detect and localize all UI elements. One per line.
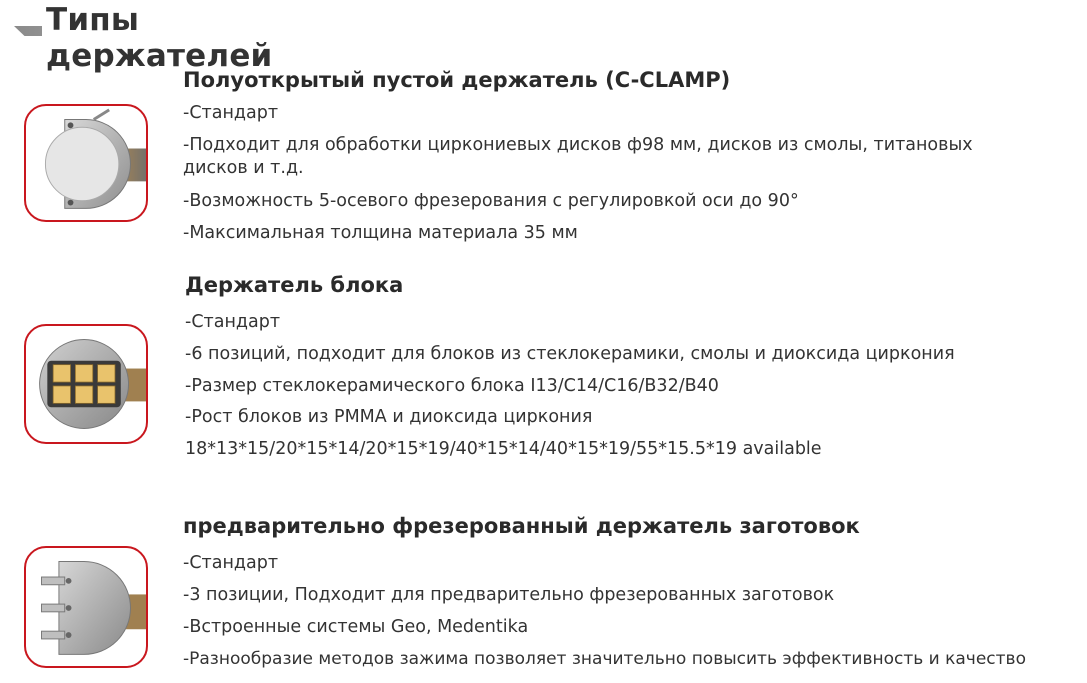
section-2-line-4: -Рост блоков из PMMA и диоксида циркония: [185, 407, 593, 427]
c-clamp-holder-image: [24, 104, 148, 222]
section-2-line-5: 18*13*15/20*15*14/20*15*19/40*15*14/40*15*19/55*15.5*19 available: [185, 439, 822, 459]
page-header: [0, 0, 370, 74]
section-1-line-3: дисков и т.д.: [183, 158, 304, 178]
premilled-blank-holder-image: [24, 546, 148, 668]
section-title-c-clamp: Полуоткрытый пустой держатель (C-CLAMP): [183, 68, 731, 92]
section-title-premilled-holder: предварительно фрезерованный держатель заготовок: [183, 514, 860, 538]
section-1-line-4: -Возможность 5-осевого фрезерования с регулировкой оси до 90°: [183, 191, 799, 211]
section-2-line-3: -Размер стеклокерамического блока I13/C14/C16/B32/B40: [185, 376, 719, 396]
section-2-line-2: -6 позиций, подходит для блоков из стеклокерамики, смолы и диоксида циркония: [185, 344, 955, 364]
section-3-line-3: -Встроенные системы Geo, Medentika: [183, 617, 529, 637]
page-title: Типы держателей: [42, 2, 370, 74]
section-3-line-4: -Разнообразие методов зажима позволяет значительно повысить эффективность и качество: [183, 649, 1026, 669]
block-holder-image: [24, 324, 148, 444]
section-1-line-5: -Максимальная толщина материала 35 мм: [183, 223, 578, 243]
section-1-line-1: -Стандарт: [183, 103, 279, 123]
section-1-line-2: -Подходит для обработки циркониевых дисков ф98 мм, дисков из смолы, титановых: [183, 135, 973, 155]
section-3-line-1: -Стандарт: [183, 553, 279, 573]
section-2-line-1: -Стандарт: [185, 312, 281, 332]
section-title-block-holder: Держатель блока: [185, 273, 404, 297]
section-3-line-2: -3 позиции, Подходит для предварительно фрезерованных заготовок: [183, 585, 835, 605]
